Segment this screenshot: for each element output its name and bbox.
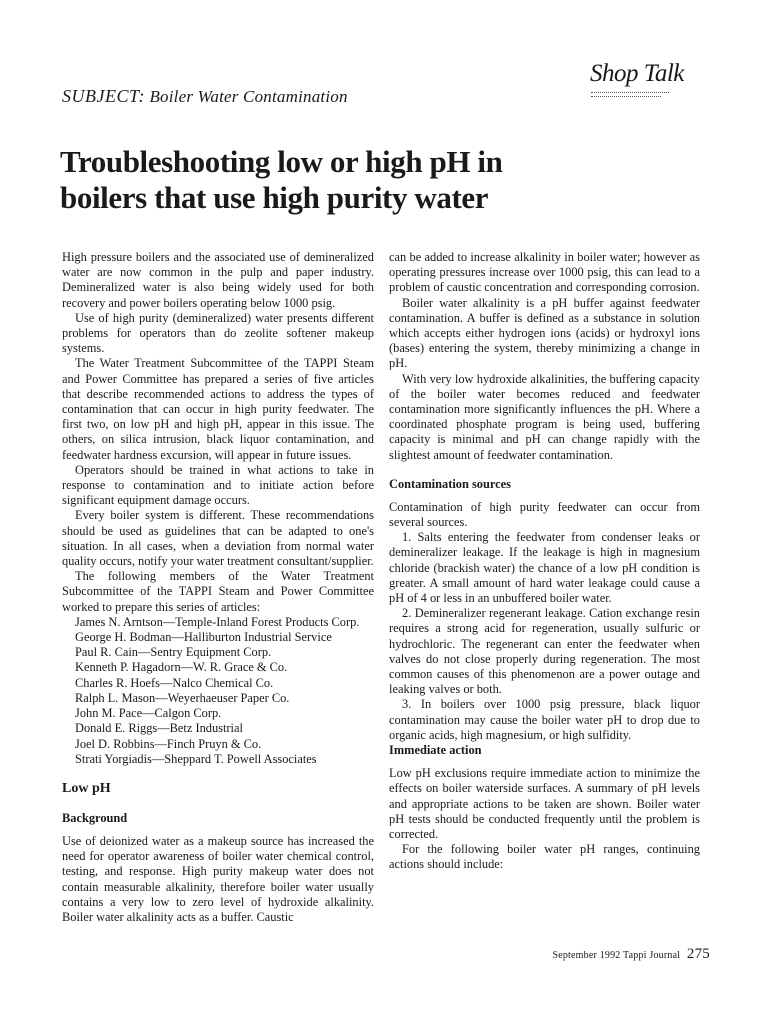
list-item: James N. Arntson—Temple-Inland Forest Products Corp.: [75, 614, 360, 629]
logo-rule: [591, 96, 661, 97]
paragraph: The following members of the Water Treatment Subcommittee of the TAPPI Steam and Power Committee worked to prepare this series of articles:: [62, 569, 374, 614]
paragraph: Low pH exclusions require immediate action to minimize the effects on boiler waterside surfaces. A summary of pH levels and appropriate actions to be taken are shown. Boiler water pH tests should be conducted frequently until the problem is corrected.: [389, 766, 700, 841]
title-line-1: Troubleshooting low or high pH in: [60, 144, 503, 179]
left-column: [62, 250, 374, 925]
numbered-item: 1. Salts entering the feedwater from condenser leaks or demineralizer leakage. If the leakage is high in magnesium chloride (brackish water) the chance of a low pH condition is greater. A small amount of hard water leakage could cause a pH of 4 or less in an unbuffered boiler water.: [389, 530, 700, 606]
subject-text: Boiler Water Contamination: [149, 87, 348, 106]
page-number: 275: [686, 946, 710, 962]
list-item: George H. Bodman—Halliburton Industrial Service: [75, 630, 332, 645]
paragraph: Every boiler system is different. These recommendations should be used as guidelines that can be adapted to one's situation. In all cases, when a deviation from normal water quality occurs, notify your water treatment consultant/supplier.: [62, 508, 374, 569]
journal-citation: September 1992 Tappi Journal: [552, 950, 681, 961]
numbered-item: 2. Demineralizer regenerant leakage. Cation exchange resin requires a strong acid for regeneration, usually sulfuric or hydrochloric. The regenerant can enter the feedwater when valves do not close properly during regeneration. The most common causes of this phenomenon are a power outage and leaking valves or both.: [389, 606, 700, 697]
numbered-item: 3. In boilers over 1000 psig pressure, black liquor contamination may cause the boiler water pH to drop due to organic acids, high magnesium, or high sulfidity.: [389, 697, 700, 742]
list-item: John M. Pace—Calgon Corp.: [75, 706, 222, 721]
paragraph: For the following boiler water pH ranges, continuing actions should include:: [389, 842, 700, 872]
page-footer: [520, 946, 710, 963]
paragraph: Contamination of high purity feedwater can occur from several sources.: [389, 499, 700, 530]
paragraph: With very low hydroxide alkalinities, the buffering capacity of the boiler water becomes reduced and feedwater contamination more significantly influences the pH. Where a coordinated phosphate program is being used, buffering capacity is minimal and pH can change rapidly with the slightest amount of feedwater contamination.: [389, 371, 700, 462]
logo-rule: [591, 92, 669, 93]
list-item: Donald E. Riggs—Betz Industrial: [75, 721, 243, 736]
subheading-contamination-sources: Contamination sources: [389, 476, 511, 491]
committee-members-list: [62, 615, 374, 767]
article-title: [60, 144, 660, 216]
subject-line: [62, 86, 348, 107]
title-line-2: boilers that use high purity water: [60, 180, 489, 215]
paragraph: Use of deionized water as a makeup source has increased the need for operator awareness of boiler water chemical control, testing, and response. High purity makeup water does not contain measurable alkalinity, therefore boiler water usually contains a very low to zero level of hydroxide alkalinity. Boiler water alkalinity acts as a buffer. Caustic: [62, 833, 374, 924]
section-heading-low-ph: Low pH: [62, 780, 111, 796]
subheading-background: Background: [62, 810, 128, 825]
paragraph: High pressure boilers and the associated use of demineralized water are now common in the pulp and paper industry. Demineralized water is also being widely used for both recovery and power boilers operating below 1000 psig.: [62, 250, 374, 310]
subheading-immediate-action: Immediate action: [389, 743, 482, 758]
paragraph: can be added to increase alkalinity in boiler water; however as operating pressures increase over 1000 psig, this can lead to a problem of caustic concentration and corresponding corrosion.: [389, 250, 700, 295]
list-item: Kenneth P. Hagadorn—W. R. Grace & Co.: [75, 660, 288, 675]
list-item: Ralph L. Mason—Weyerhaeuser Paper Co.: [75, 690, 290, 705]
paragraph: The Water Treatment Subcommittee of the TAPPI Steam and Power Committee has prepared a series of five articles that describe recommended actions to address the types of contamination that can occur in high purity feedwater. The first two, on low pH and high pH, appear in this issue. The others, on silica intrusion, black liquor contamination, and feedwater hardness excursion, will appear in future issues.: [62, 356, 374, 462]
list-item: Strati Yorgiadis—Sheppard T. Powell Associates: [75, 751, 317, 766]
shop-talk-logo: Shop Talk: [590, 60, 684, 87]
list-item: Paul R. Cain—Sentry Equipment Corp.: [75, 645, 272, 660]
right-column: [389, 250, 700, 873]
subject-label: SUBJECT:: [62, 86, 145, 106]
paragraph: Boiler water alkalinity is a pH buffer against feedwater contamination. A buffer is defined as a substance in solution which accepts either hydrogen ions (acids) or hydroxyl ions (bases) entering the system, thereby minimizing a change in pH.: [389, 295, 700, 371]
paragraph: Use of high purity (demineralized) water presents different problems for operators than do zeolite softener makeup systems.: [62, 310, 374, 356]
paragraph: Operators should be trained in what actions to take in response to contamination and to initiate action before significant equipment damage occurs.: [62, 462, 374, 508]
list-item: Charles R. Hoefs—Nalco Chemical Co.: [75, 675, 274, 690]
list-item: Joel D. Robbins—Finch Pruyn & Co.: [75, 736, 262, 751]
